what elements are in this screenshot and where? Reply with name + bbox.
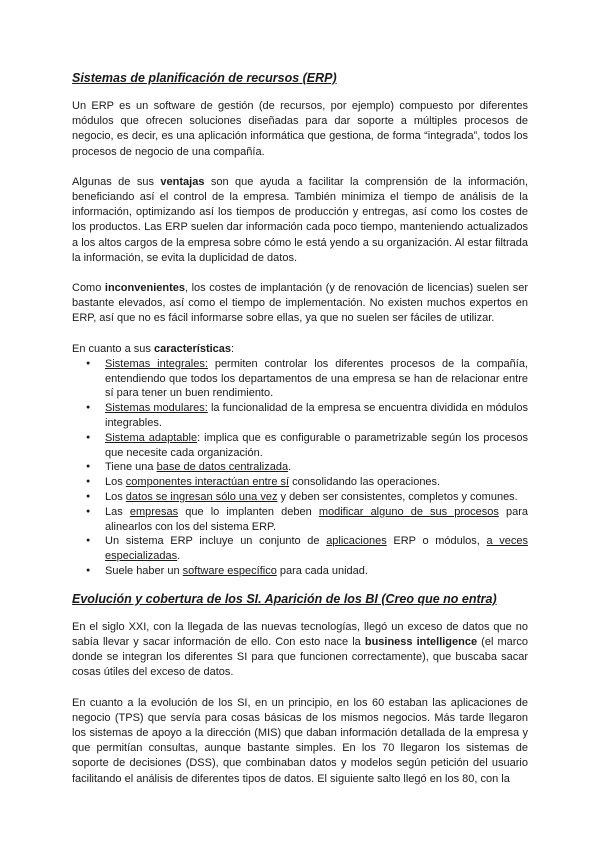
text: para alinearlos con los del sistema ERP.: [105, 505, 529, 533]
list-item: [72, 475, 528, 490]
underlined-term: modificar alguno de sus procesos: [318, 505, 499, 518]
text: :: [231, 342, 235, 355]
section-title-erp: Sistemas de planificación de recursos (ERP): [72, 71, 337, 85]
underlined-term: aplicaciones: [326, 535, 387, 548]
text: (el marco donde se integran los diferentes SI para que funcionen correctamente), que buscaba sacar cosas útiles del exceso de datos.: [72, 636, 529, 679]
text: .: [177, 550, 181, 563]
text: consolidando las operaciones.: [289, 476, 441, 489]
text: ERP o módulos,: [386, 535, 487, 548]
text: Los: [105, 476, 126, 489]
paragraph-disadvantages: [72, 281, 528, 327]
text: son que ayuda a facilitar la comprensión de la información, beneficiando así el control de la empresa. También minimiza el tiempo de análisis de la información, optimizando así los tiempos de producción y entregas, así como los costes de los productos. Las ERP suelen dar información cada poco tiempo, manteniendo actualizados a los altos cargos de la empresa sobre cómo le está yendo a su organización. Al estar filtrada la información, se evita la duplicidad de datos.: [72, 175, 528, 264]
list-item: [72, 534, 528, 564]
paragraph-characteristics-intro: [72, 342, 528, 357]
paragraph-advantages: [72, 175, 528, 266]
underlined-term: software específico: [182, 565, 277, 577]
paragraph-erp-definition: Un ERP es un software de gestión (de recursos, por ejemplo) compuesto por diferentes módulos que ofrecen soluciones diseñadas para dar soporte a múltiples procesos de negocio, es decir, es una aplicación informática que gestiona, de forma “integrada”, todos los procesos de negocio de una compañía.: [72, 100, 528, 158]
text: , los costes de implantación (y de renovación de licencias) suelen ser bastante elevados, así como el tiempo de implementación. No existen muchos expertos en ERP, así que no es fácil informarse sobre ellas, ya que no suelen ser fáciles de utilizar.: [72, 282, 528, 325]
text: y deben ser consistentes, completos y comunes.: [277, 491, 518, 504]
underlined-term: componentes interactúan entre sí: [125, 476, 290, 489]
text: Las: [105, 505, 130, 518]
text: En cuanto a sus: [72, 342, 154, 355]
text: permiten controlar los diferentes procesos de la compañía, entendiendo que todos los departamentos de una empresa se han de relacionar entre sí para tener un buen rendimiento.: [105, 357, 528, 400]
text: Como: [72, 282, 105, 295]
paragraph-business-intelligence: [72, 620, 528, 681]
list-item: [72, 460, 528, 475]
text: : implica que es configurable o parametrizable según los procesos que necesite cada organización.: [105, 431, 529, 459]
paragraph-si-evolution: En cuanto a la evolución de los SI, en un principio, en los 60 estaban las aplicaciones de negocio (TPS) que servía para cosas básicas de los mismos negocios. Más tarde llegaron los sistemas de apoyo a la dirección (MIS) que daban información detallada de la empresa y que permitían consultas, aunque bastante simples. En los 70 llegaron los sistemas de soporte de decisiones (DSS), que combinaban datos y modelos según petición del usuario facilitando el análisis de diferentes tipos de datos. El siguiente salto llegó en los 80, con la: [72, 696, 528, 785]
underlined-term: empresas: [129, 505, 179, 518]
underlined-term: base de datos centralizada: [156, 461, 289, 474]
bold-term-inconvenientes: inconvenientes: [104, 282, 185, 295]
characteristics-list: [72, 357, 528, 579]
text: Algunas de sus: [72, 175, 161, 188]
bold-term-caracteristicas: características: [153, 342, 232, 355]
text: Suele haber un: [105, 565, 183, 577]
underlined-term: a veces especializadas: [105, 535, 528, 563]
list-item: [72, 357, 528, 401]
list-item: [72, 401, 528, 431]
list-item: [72, 431, 528, 461]
text: que lo implanten deben: [178, 505, 319, 518]
text: Un sistema ERP incluye un conjunto de: [105, 535, 327, 548]
list-item: [72, 505, 528, 535]
bold-term-business-intelligence: business intelligence: [364, 636, 478, 648]
underlined-term: datos se ingresan sólo una vez: [125, 491, 278, 504]
text: la funcionalidad de la empresa se encuentra dividida en módulos integrables.: [105, 402, 528, 430]
document-page: [72, 70, 528, 802]
text: para cada unidad.: [276, 565, 368, 577]
underlined-term: Sistemas modulares:: [105, 402, 208, 415]
list-item: [72, 490, 528, 505]
underlined-term: Sistemas integrales:: [105, 357, 208, 370]
underlined-term: Sistema adaptable: [105, 431, 198, 444]
text: Tiene una: [105, 461, 157, 474]
list-item: [72, 564, 528, 579]
section-title-bi: Evolución y cobertura de los SI. Aparición de los BI (Creo que no entra): [72, 591, 497, 606]
text: .: [288, 461, 292, 474]
text: En el siglo XXI, con la llegada de las nuevas tecnologías, llegó un exceso de datos que no sabía llevar y sacar información de ello. Con esto nace la: [72, 620, 528, 648]
bold-term-ventajas: ventajas: [160, 175, 205, 188]
text: Los: [105, 491, 126, 504]
